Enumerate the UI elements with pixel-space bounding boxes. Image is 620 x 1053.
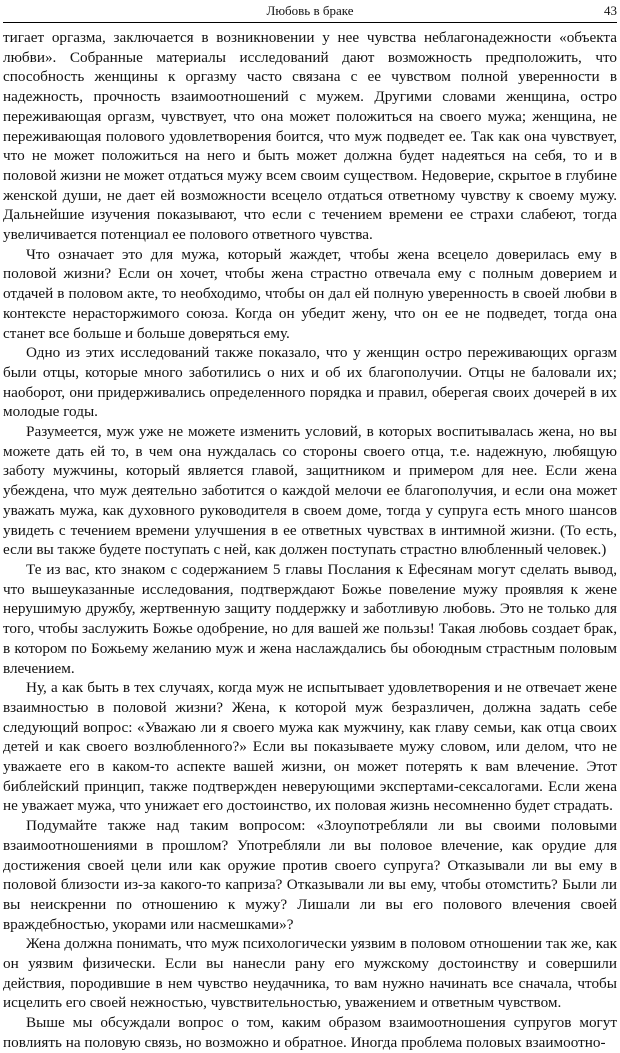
paragraph-3: Одно из этих исследований также показало, что у женщин остро переживающих оргазм были отцы, которые много заботились о них и об их благополучии. Отцы не баловали их; наоборот, они придерживались определенного порядка и правил, оберегая своих дочерей в их молодые годы. [3,344,617,421]
running-title: Любовь в браке [266,3,354,18]
paragraph-6: Ну, а как быть в тех случаях, когда муж не испытывает удовлетворения и не отвечает жене взаимностью в половой жизни? Жена, к которой муж безразличен, должна задать себе следующий вопрос: «Уважаю ли я своего мужа как мужчину, как главу семьи, как отца своих детей и как своего возлюбленного?» Если вы показываете мужу словом, или делом, что не уважаете его в каком-то аспекте вашей жизни, он может потерять к вам влечение. Этот библейский принцип, также подтвержден неверующими экспертами-сексалогами. Если жена не уважает мужа, что унижает его достоинство, их половая жизнь несомненно будет страдать. [3,679,617,815]
running-header [3,0,617,23]
paragraph-8: Жена должна понимать, что муж психологически уязвим в половом отношении так же, как он уязвим физически. Если вы нанесли рану его мужскому достоинству и совершили действия, породившие в нем чувство неудачника, то вам нужно начинать все сначала, чтобы исцелить его своей нежностью, чувствительностью, уважением и ответным чувством. [3,935,617,1012]
page-number: 43 [604,3,617,18]
paragraph-9: Выше мы обсуждали вопрос о том, каким образом взаимоотношения супругов могут повлиять на половую связь, но возможно и обратное. Иногда проблема половых взаимоотно- [3,1014,617,1051]
body-text [3,28,617,1053]
paragraph-2: Что означает это для мужа, который жаждет, чтобы жена всецело доверилась ему в половой жизни? Если он хочет, чтобы жена страстно отвечала ему с полным доверием и отдачей в половом акте, то необходимо, чтобы он дал ей полную уверенность в своей любви в контексте нерасторжимого союза. Когда он убедит жену, что он ее не подведет, тогда она станет все больше и больше доверяться ему. [3,245,617,342]
paragraph-5: Те из вас, кто знаком с содержанием 5 главы Послания к Ефесянам могут сделать вывод, что вышеуказанные исследования, подтверждают Божье повеление мужу проявляя к жене нерушимую дружбу, жертвенную защиту поддержку и заботливую любовь. Это не только для того, чтобы заслужить Божье одобрение, но для вашей же пользы! Такая любовь создает брак, в котором по Божьему желанию муж и жена наслаждались бы обоюдным страстным половым влечением. [3,560,617,677]
paragraph-1: тигает оргазма, заключается в возникновении у нее чувства неблагонадежности «объекта любви». Собранные материалы исследований дают возможность предположить, что способность женщины к оргазму часто связана с ее чувством полной уверенности в надежность, прочность взаимоотношений с мужем. Другими словами женщина, остро переживающая оргазм, чувствует, что она может положиться на своего мужа; женщина, не переживающая полового удовлетворения боится, что муж подведет ее. Так как она чувствует, что не может положиться на него и быть может должна будет надеяться на себя, то и в половой жизни не может отдаться мужу всем своим существом. Недоверие, скрытое в глубине женской души, не дает ей возможности всецело отдаться ответному чувству к своему мужу. Дальнейшие изучения показывают, что если с течением времени ее страхи слабеют, тогда увеличивается потенциал ее полового ответного чувства. [3,29,617,244]
paragraph-7: Подумайте также над таким вопросом: «Злоупотребляли ли вы своими половыми взаимоотношениями в прошлом? Употребляли ли вы половое влечение, как орудие для достижения своей цели или как оружие против своего супруга? Отказывали ли вы ему в половой близости из-за какого-то каприза? Отказывали ли вы ему, чтобы отомстить? Были ли вы неискренни по отношению к мужу? Лишали ли вы его полового влечения своей враждебностью, укорами или насмешками»? [3,817,617,933]
paragraph-4: Разумеется, муж уже не можете изменить условий, в которых воспитывалась жена, но вы можете дать ей то, в чем она нуждалась со стороны своего отца, т.е. надежную, любящую заботу мужчины, который является главой, защитником и примером для нее. Если жена убеждена, что муж деятельно заботится о каждой мелочи ее благополучия, и если она может уважать мужа, как духовного руководителя в своем доме, тогда у супруга есть много шансов увидеть с течением времени улучшения в ее ответных чувствах в интимной жизни. (То есть, если вы также будете поступать с ней, как должен поступать страстно влюбленный человек.) [3,423,617,559]
